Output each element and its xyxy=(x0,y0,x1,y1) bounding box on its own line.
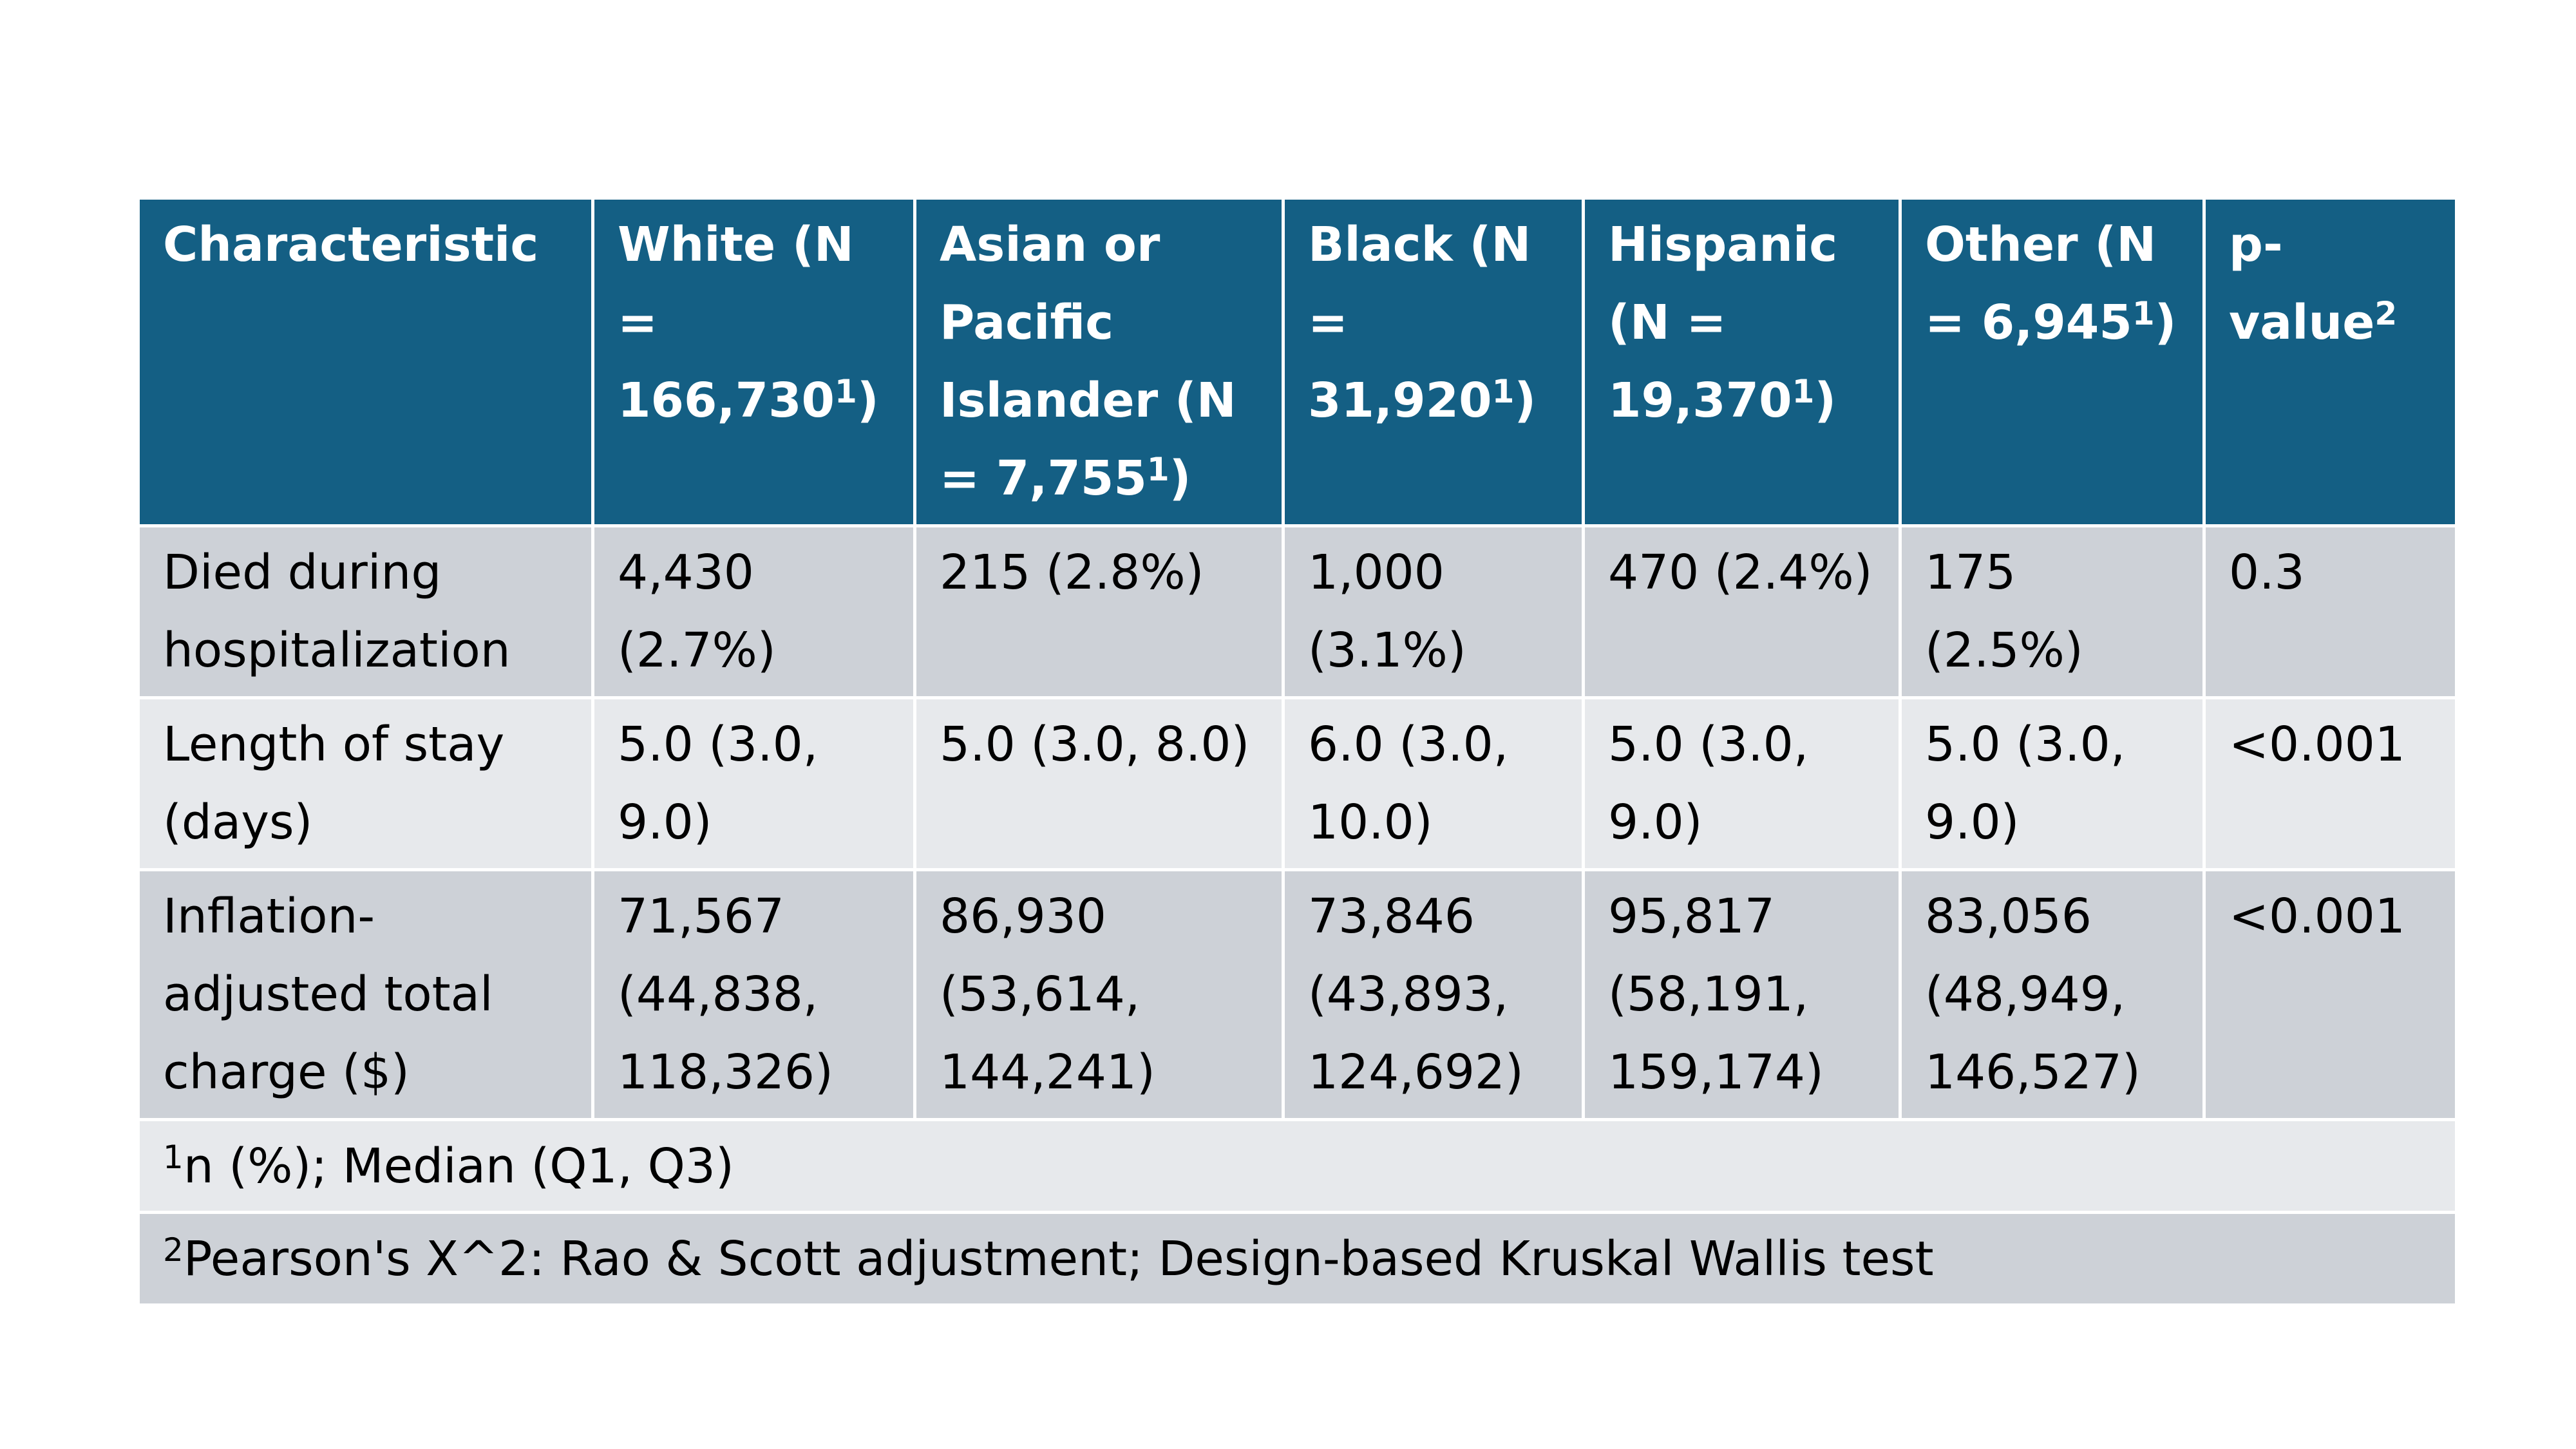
header-paren: ) xyxy=(1514,373,1537,428)
row-label: Inflation-adjusted total charge ($) xyxy=(138,870,593,1120)
cell-asian: 86,930 (53,614, 144,241) xyxy=(915,870,1283,1120)
cell-hispanic: 95,817 (58,191, 159,174) xyxy=(1584,870,1900,1120)
footnote-row xyxy=(138,1120,2457,1213)
footnote-text: Pearson's X^2: Rao & Scott adjustment; Design-based Kruskal Wallis test xyxy=(183,1231,1934,1287)
header-paren: ) xyxy=(857,373,879,428)
header-pvalue xyxy=(2204,198,2457,526)
cell-asian: 5.0 (3.0, 8.0) xyxy=(915,698,1283,870)
cell-hispanic: 470 (2.4%) xyxy=(1584,526,1900,698)
cell-black: 73,846 (43,893, 124,692) xyxy=(1283,870,1584,1120)
cell-pvalue: <0.001 xyxy=(2204,870,2457,1120)
footnote-marker: 1 xyxy=(1492,373,1515,411)
row-label: Length of stay (days) xyxy=(138,698,593,870)
table-row xyxy=(138,698,2457,870)
footnote-2 xyxy=(138,1213,2457,1305)
footnote-marker: 1 xyxy=(163,1139,184,1177)
header-characteristic xyxy=(138,198,593,526)
header-paren: ) xyxy=(1169,451,1191,506)
header-asian-text: Asian or Pacific Islander (N = 7,755 xyxy=(940,217,1236,506)
header-hispanic xyxy=(1584,198,1900,526)
header-white-text: White (N = 166,730 xyxy=(618,217,854,428)
cell-pvalue: 0.3 xyxy=(2204,526,2457,698)
cell-asian: 215 (2.8%) xyxy=(915,526,1283,698)
cell-other: 5.0 (3.0, 9.0) xyxy=(1900,698,2204,870)
cell-pvalue: <0.001 xyxy=(2204,698,2457,870)
summary-table xyxy=(137,196,2458,1307)
footnote-marker: 2 xyxy=(163,1231,184,1269)
header-asian xyxy=(915,198,1283,526)
header-white xyxy=(593,198,915,526)
footnote-row xyxy=(138,1213,2457,1305)
cell-other: 83,056 (48,949, 146,527) xyxy=(1900,870,2204,1120)
table-header-row xyxy=(138,198,2457,526)
header-pvalue-text: p-value xyxy=(2229,217,2375,350)
cell-black: 1,000 (3.1%) xyxy=(1283,526,1584,698)
footnote-marker: 1 xyxy=(2132,295,2155,333)
footnote-marker: 2 xyxy=(2374,295,2398,333)
header-other xyxy=(1900,198,2204,526)
row-label: Died during hospitalization xyxy=(138,526,593,698)
cell-white: 71,567 (44,838, 118,326) xyxy=(593,870,915,1120)
header-black xyxy=(1283,198,1584,526)
cell-hispanic: 5.0 (3.0, 9.0) xyxy=(1584,698,1900,870)
table-row xyxy=(138,870,2457,1120)
cell-white: 4,430 (2.7%) xyxy=(593,526,915,698)
header-black-text: Black (N = 31,920 xyxy=(1308,217,1531,428)
header-paren: ) xyxy=(2154,295,2177,350)
footnote-marker: 1 xyxy=(1146,451,1170,489)
cell-black: 6.0 (3.0, 10.0) xyxy=(1283,698,1584,870)
table-row xyxy=(138,526,2457,698)
header-paren: ) xyxy=(1814,373,1837,428)
cell-white: 5.0 (3.0, 9.0) xyxy=(593,698,915,870)
footnote-text: n (%); Median (Q1, Q3) xyxy=(183,1139,734,1194)
cell-other: 175 (2.5%) xyxy=(1900,526,2204,698)
footnote-marker: 1 xyxy=(1792,373,1815,411)
footnote-marker: 1 xyxy=(835,373,857,411)
header-other-text: Other (N = 6,945 xyxy=(1925,217,2157,350)
footnote-1 xyxy=(138,1120,2457,1213)
header-characteristic-text: Characteristic xyxy=(163,217,539,272)
header-hispanic-text: Hispanic (N = 19,370 xyxy=(1608,217,1838,428)
